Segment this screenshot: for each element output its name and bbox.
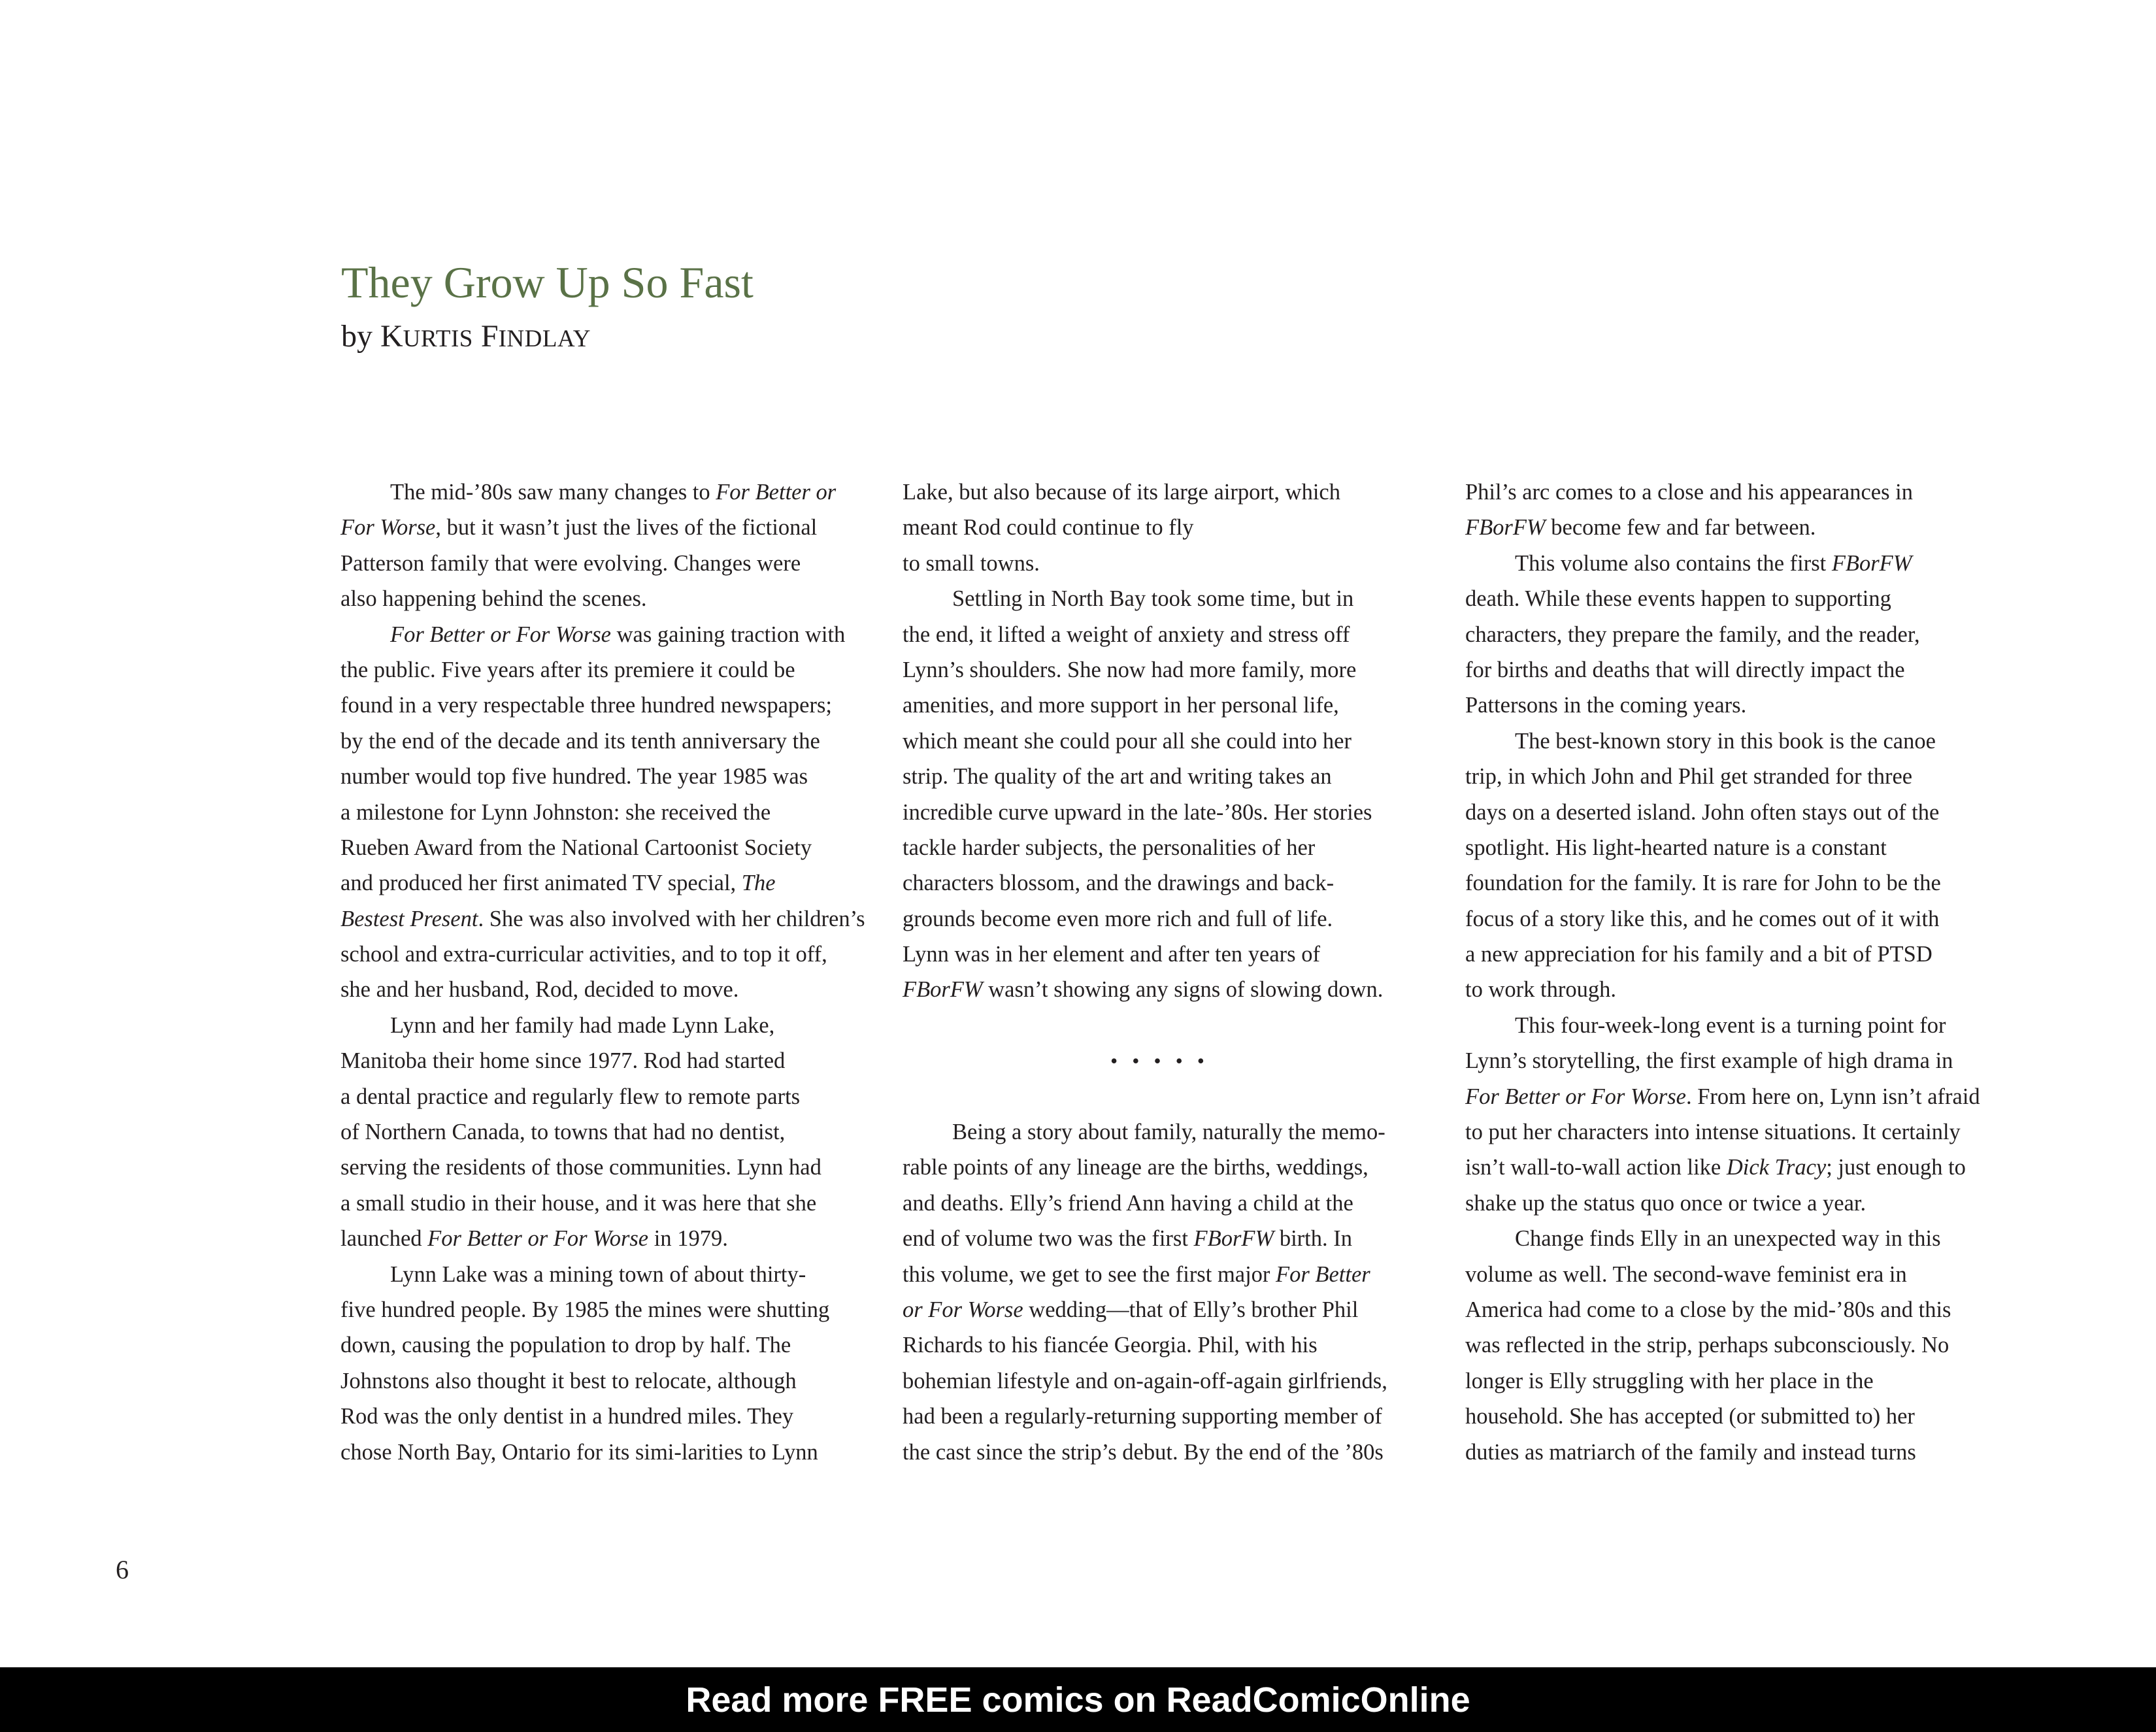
- text-run: Pattersons in the coming years.: [1465, 693, 1747, 718]
- text-run: America had come to a close by the mid-’80s and this: [1465, 1297, 1951, 1322]
- text-run: by the end of the decade and its tenth anniversary the: [340, 728, 820, 754]
- text-line: [1465, 475, 1975, 510]
- text-line: [903, 830, 1412, 865]
- text-line: [903, 546, 1412, 581]
- text-line: [1465, 1221, 1975, 1256]
- text-line: [1465, 1114, 1975, 1150]
- blank-line: [903, 1008, 1412, 1043]
- text-line: [903, 759, 1412, 794]
- text-run: birth. In: [1274, 1226, 1352, 1252]
- text-line: [1465, 724, 1975, 759]
- text-run: Being a story about family, naturally the memo-: [952, 1120, 1385, 1145]
- text-run: a new appreciation for his family and a bit of PTSD: [1465, 942, 1932, 967]
- text-line: [1465, 830, 1975, 865]
- text-line: [1465, 652, 1975, 688]
- text-run: Lynn’s shoulders. She now had more family, more: [903, 657, 1357, 682]
- text-line: [340, 688, 850, 723]
- text-line: [340, 1399, 850, 1434]
- text-run: school and extra-curricular activities, and to top it off,: [340, 942, 827, 967]
- text-line: [340, 510, 850, 545]
- text-line: [340, 724, 850, 759]
- text-line: [1465, 617, 1975, 652]
- text-line: [340, 1435, 850, 1470]
- text-run: which meant she could pour all she could into her: [903, 728, 1352, 754]
- text-run: longer is Elly struggling with her place in the: [1465, 1368, 1874, 1393]
- text-line: [1465, 1257, 1975, 1292]
- text-line: [1465, 901, 1975, 937]
- text-run: shake up the status quo once or twice a year.: [1465, 1190, 1866, 1216]
- italic-text: The: [741, 871, 776, 896]
- text-line: [903, 901, 1412, 937]
- text-line: [1465, 1079, 1980, 1114]
- text-run: wedding—that of Elly’s brother Phil: [1023, 1297, 1359, 1322]
- text-line: [1465, 1399, 1975, 1434]
- text-line: [340, 475, 850, 510]
- text-run: Johnstons also thought it best to relocate, although: [340, 1368, 797, 1393]
- text-line: [340, 937, 850, 972]
- italic-text: FBorFW: [903, 977, 983, 1003]
- text-run: Rod was the only dentist in a hundred miles. They: [340, 1404, 794, 1429]
- text-line: [903, 617, 1412, 652]
- text-run: duties as matriarch of the family and instead turns: [1465, 1439, 1916, 1465]
- text-line: [340, 1363, 850, 1399]
- text-line: [1465, 1008, 1975, 1043]
- text-line: [340, 1079, 850, 1114]
- italic-text: For Better or: [716, 480, 837, 505]
- text-run: characters blossom, and the drawings and back-: [903, 871, 1335, 896]
- text-run: grounds become even more rich and full of life.: [903, 906, 1333, 931]
- text-run: incredible curve upward in the late-’80s. Her stories: [903, 799, 1372, 825]
- text-run: This four-week-long event is a turning point for: [1515, 1012, 1946, 1038]
- text-run: meant Rod could continue to fly: [903, 515, 1194, 541]
- text-run: the public. Five years after its premiere it could be: [340, 657, 795, 682]
- text-line: [903, 972, 1412, 1007]
- byline-prefix: by: [341, 319, 380, 354]
- text-run: wasn’t showing any signs of slowing down.: [982, 977, 1384, 1003]
- text-run: Lynn Lake was a mining town of about thirty-: [390, 1261, 806, 1287]
- text-run: This volume also contains the first: [1515, 550, 1832, 576]
- text-line: [903, 937, 1412, 972]
- text-column-3: [1465, 475, 1980, 1470]
- text-line: [903, 724, 1412, 759]
- page-number: 6: [116, 1555, 129, 1584]
- text-run: for births and deaths that will directly impact the: [1465, 657, 1905, 682]
- text-run: chose North Bay, Ontario for its simi-larities to Lynn: [340, 1439, 818, 1465]
- text-line: [340, 901, 865, 937]
- blank-line: [903, 1079, 1412, 1114]
- text-line: [903, 688, 1412, 723]
- text-line: [903, 1186, 1412, 1221]
- text-run: The mid-’80s saw many changes to: [390, 480, 716, 505]
- text-run: volume as well. The second-wave feminist era in: [1465, 1261, 1907, 1287]
- text-run: ; just enough to: [1826, 1155, 1966, 1180]
- italic-text: For Better: [1276, 1261, 1370, 1287]
- text-line: [340, 830, 850, 865]
- text-run: a small studio in their house, and it was here that she: [340, 1190, 817, 1216]
- text-run: . She was also involved with her children’s: [478, 906, 865, 931]
- text-line: [340, 1327, 850, 1363]
- text-line: [340, 865, 850, 901]
- text-run: bohemian lifestyle and on-again-off-again girlfriends,: [903, 1368, 1387, 1393]
- text-run: in 1979.: [648, 1226, 728, 1252]
- text-line: [1465, 1363, 1975, 1399]
- text-run: death. While these events happen to supporting: [1465, 586, 1891, 612]
- text-run: launched: [340, 1226, 428, 1252]
- text-column-1: [340, 475, 865, 1470]
- text-run: Settling in North Bay took some time, but in: [952, 586, 1354, 612]
- italic-text: For Better or For Worse: [427, 1226, 649, 1252]
- text-line: [340, 1292, 850, 1327]
- text-line: [340, 1114, 850, 1150]
- text-run: of Northern Canada, to towns that had no dentist,: [340, 1120, 786, 1145]
- text-line: [340, 795, 850, 830]
- text-line: [340, 617, 850, 652]
- text-run: Manitoba their home since 1977. Rod had started: [340, 1048, 786, 1074]
- text-line: [340, 1186, 850, 1221]
- text-line: [903, 1435, 1412, 1470]
- author-last-initial: F: [480, 319, 499, 354]
- text-column-2: [903, 475, 1412, 1470]
- text-line: [340, 546, 850, 581]
- text-run: and deaths. Elly’s friend Ann having a child at the: [903, 1190, 1353, 1216]
- text-line: [903, 510, 1412, 545]
- text-run: , but it wasn’t just the lives of the fictional: [435, 515, 818, 541]
- text-run: and produced her first animated TV special,: [340, 871, 742, 896]
- text-line: [340, 1008, 850, 1043]
- text-run: was gaining traction with: [610, 622, 846, 647]
- footer-banner-text[interactable]: Read more FREE comics on ReadComicOnline: [686, 1680, 1470, 1720]
- text-line: [1465, 1435, 1975, 1470]
- text-run: . From here on, Lynn isn’t afraid: [1685, 1084, 1980, 1109]
- text-line: [340, 1257, 850, 1292]
- text-run: amenities, and more support in her personal life,: [903, 693, 1339, 718]
- italic-text: For Better or For Worse: [390, 622, 611, 647]
- text-run: become few and far between.: [1545, 515, 1816, 541]
- text-run: found in a very respectable three hundred newspapers;: [340, 693, 832, 718]
- text-run: The best-known story in this book is the canoe: [1515, 728, 1936, 754]
- text-line: [1465, 972, 1975, 1007]
- text-line: [903, 1363, 1412, 1399]
- text-run: foundation for the family. It is rare for John to be the: [1465, 871, 1941, 896]
- text-line: [903, 1257, 1412, 1292]
- italic-text: Bestest Present: [340, 906, 478, 931]
- text-run: also happening behind the scenes.: [340, 586, 647, 612]
- text-run: Change finds Elly in an unexpected way in this: [1515, 1226, 1941, 1252]
- author-first-initial: K: [380, 319, 403, 354]
- text-run: the cast since the strip’s debut. By the end of the ’80s: [903, 1439, 1384, 1465]
- text-run: was reflected in the strip, perhaps subconsciously. No: [1465, 1333, 1949, 1358]
- text-run: this volume, we get to see the first major: [903, 1261, 1276, 1287]
- text-line: [340, 759, 850, 794]
- text-run: Patterson family that were evolving. Changes were: [340, 550, 801, 576]
- text-run: the end, it lifted a weight of anxiety and stress off: [903, 622, 1350, 647]
- text-line: [903, 865, 1412, 901]
- italic-text: or For Worse: [903, 1297, 1023, 1322]
- text-line: [1465, 1150, 1975, 1185]
- text-run: had been a regularly-returning supporting member of: [903, 1404, 1382, 1429]
- text-run: Lynn’s storytelling, the first example of high drama in: [1465, 1048, 1953, 1074]
- text-line: [903, 1221, 1412, 1256]
- text-run: a dental practice and regularly flew to remote parts: [340, 1084, 801, 1109]
- text-line: [1465, 937, 1975, 972]
- text-run: strip. The quality of the art and writing takes an: [903, 764, 1332, 790]
- italic-text: Dick Tracy: [1726, 1155, 1827, 1180]
- text-line: [340, 652, 850, 688]
- text-run: Lake, but also because of its large airport, which: [903, 480, 1340, 505]
- text-run: number would top five hundred. The year 1985 was: [340, 764, 808, 790]
- article-title: They Grow Up So Fast: [341, 258, 754, 307]
- text-run: household. She has accepted (or submitted to) her: [1465, 1404, 1915, 1429]
- text-run: down, causing the population to drop by half. The: [340, 1333, 791, 1358]
- text-run: Richards to his fiancée Georgia. Phil, with his: [903, 1333, 1318, 1358]
- text-line: [340, 1221, 850, 1256]
- text-line: [903, 1399, 1412, 1434]
- text-line: [903, 475, 1412, 510]
- text-run: she and her husband, Rod, decided to move.: [340, 977, 739, 1003]
- italic-text: For Worse: [340, 515, 436, 541]
- text-line: [903, 1327, 1412, 1363]
- text-run: characters, they prepare the family, and the reader,: [1465, 622, 1920, 647]
- footer-banner[interactable]: [0, 1667, 2156, 1732]
- section-separator: [903, 1043, 1412, 1078]
- text-line: [1465, 1186, 1975, 1221]
- text-line: [1465, 1043, 1975, 1078]
- text-line: [1465, 1327, 1975, 1363]
- italic-text: FBorFW: [1831, 550, 1912, 576]
- text-line: [1465, 581, 1975, 616]
- text-run: Lynn was in her element and after ten years of: [903, 942, 1320, 967]
- text-line: [1465, 1292, 1975, 1327]
- text-line: [903, 1150, 1412, 1185]
- text-run: a milestone for Lynn Johnston: she received the: [340, 799, 771, 825]
- text-line: [903, 795, 1412, 830]
- text-line: [1465, 546, 1975, 581]
- text-line: [903, 1292, 1412, 1327]
- text-run: Phil’s arc comes to a close and his appearances in: [1465, 480, 1913, 505]
- text-run: trip, in which John and Phil get stranded for three: [1465, 764, 1913, 790]
- italic-text: FBorFW: [1465, 515, 1546, 541]
- text-line: [903, 581, 1412, 616]
- text-line: [340, 581, 850, 616]
- text-run: days on a deserted island. John often stays out of the: [1465, 799, 1940, 825]
- text-run: spotlight. His light-hearted nature is a constant: [1465, 835, 1887, 860]
- text-run: •••••: [1110, 1049, 1219, 1073]
- text-line: [340, 1043, 850, 1078]
- text-line: [1465, 759, 1975, 794]
- text-run: serving the residents of those communities. Lynn had: [340, 1155, 821, 1180]
- text-run: tackle harder subjects, the personalities of her: [903, 835, 1316, 860]
- text-line: [903, 652, 1412, 688]
- text-line: [1465, 865, 1975, 901]
- text-line: [1465, 510, 1975, 545]
- text-line: [903, 1114, 1412, 1150]
- text-line: [340, 1150, 850, 1185]
- italic-text: For Better or For Worse: [1465, 1084, 1686, 1109]
- text-line: [1465, 795, 1975, 830]
- text-run: rable points of any lineage are the births, weddings,: [903, 1155, 1368, 1180]
- text-run: five hundred people. By 1985 the mines were shutting: [340, 1297, 830, 1322]
- author-last-rest: INDLAY: [498, 325, 591, 352]
- italic-text: FBorFW: [1193, 1226, 1274, 1252]
- text-line: [1465, 688, 1975, 723]
- text-run: to put her characters into intense situations. It certainly: [1465, 1120, 1961, 1145]
- text-run: end of volume two was the first: [903, 1226, 1194, 1252]
- text-run: to small towns.: [903, 550, 1040, 576]
- text-run: Rueben Award from the National Cartoonist Society: [340, 835, 812, 860]
- text-run: to work through.: [1465, 977, 1616, 1003]
- text-run: Lynn and her family had made Lynn Lake,: [390, 1012, 775, 1038]
- text-line: [340, 972, 850, 1007]
- author-first-rest: URTIS: [403, 325, 473, 352]
- byline: [341, 321, 591, 352]
- text-run: focus of a story like this, and he comes out of it with: [1465, 906, 1940, 931]
- text-run: isn’t wall-to-wall action like: [1465, 1155, 1727, 1180]
